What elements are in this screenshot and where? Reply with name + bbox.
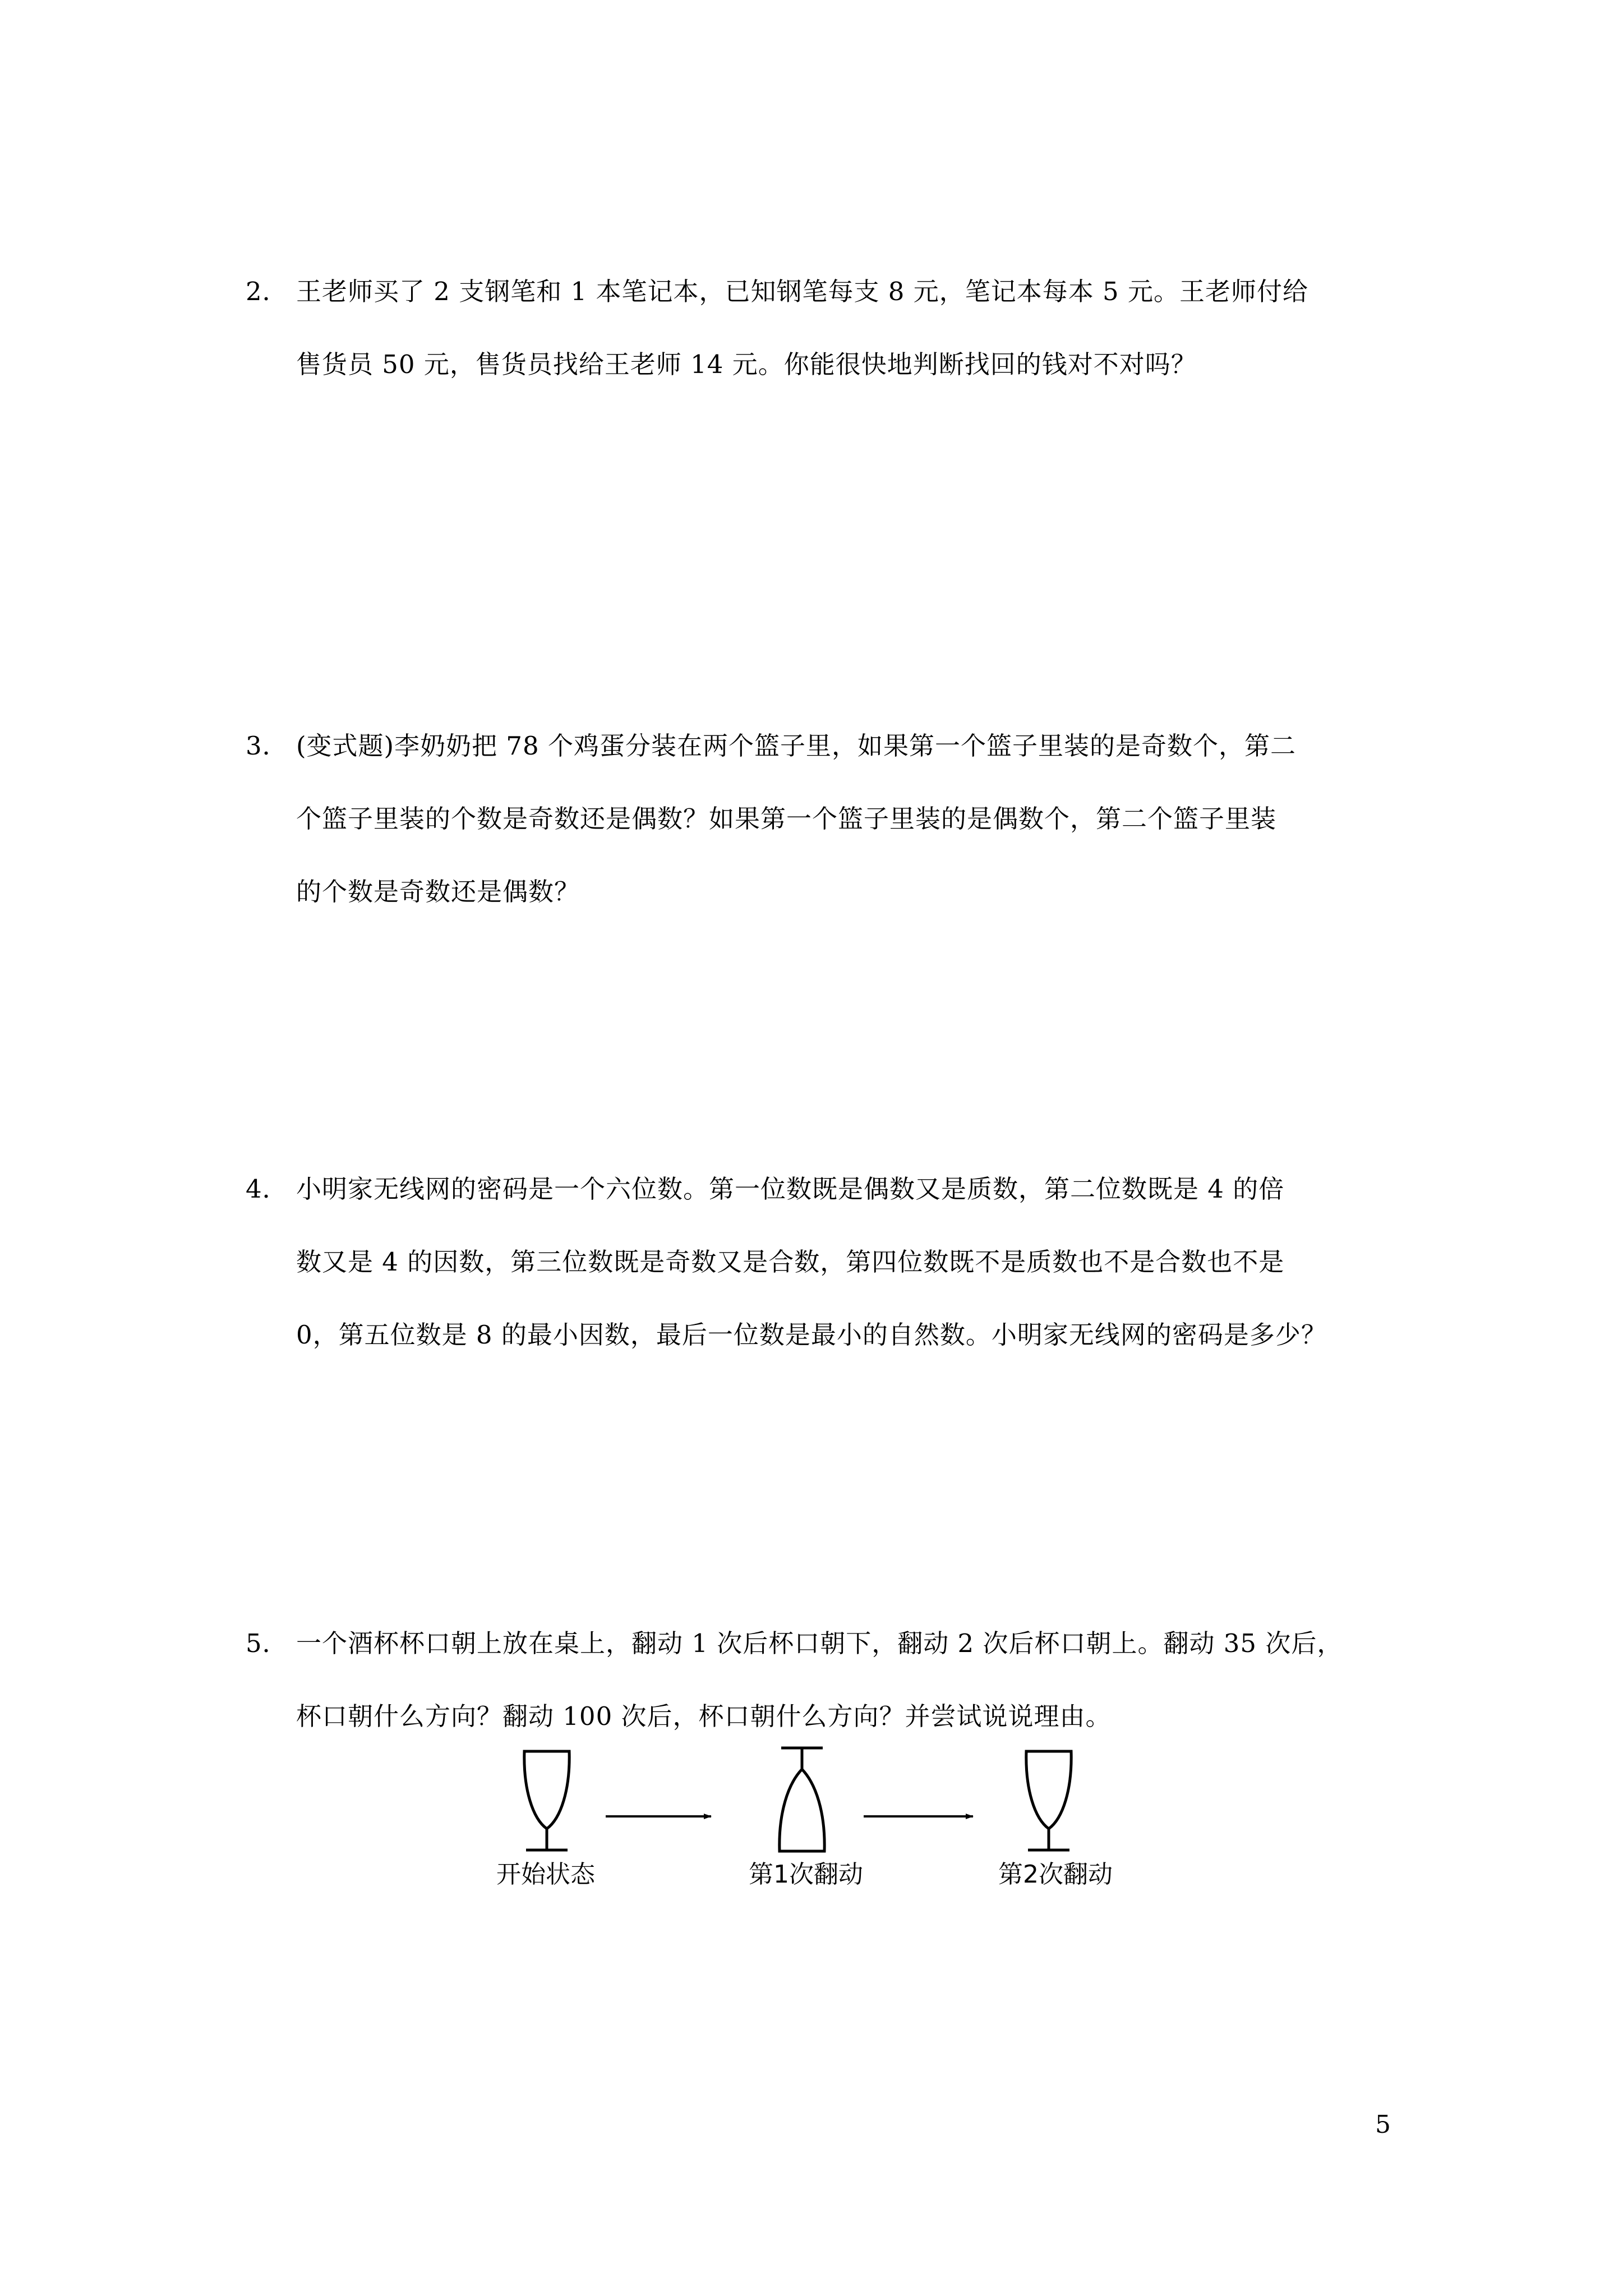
problem-text-line: 数又是 4 的因数，第三位数既是奇数又是合数，第四位数既不是质数也不是合数也不是 — [296, 1247, 1285, 1277]
upright-cup-icon — [524, 1751, 569, 1850]
problem-number: 4． — [246, 1174, 288, 1204]
upright-cup-icon — [1026, 1751, 1071, 1850]
inverted-cup-icon — [780, 1748, 824, 1851]
problem-text-line: 王老师买了 2 支钢笔和 1 本笔记本，已知钢笔每支 8 元，笔记本每本 5 元。王老师付给 — [296, 277, 1308, 306]
problem-text-line: (变式题)李奶奶把 78 个鸡蛋分装在两个篮子里，如果第一个篮子里装的是奇数个，第二 — [296, 731, 1296, 761]
problem-text-line: 的个数是奇数还是偶数？ — [296, 877, 580, 907]
problem-text-line: 0，第五位数是 8 的最小因数，最后一位数是最小的自然数。小明家无线网的密码是多少？ — [296, 1320, 1327, 1350]
page-number: 5 — [1375, 2110, 1391, 2139]
problem-number: 2． — [246, 277, 288, 306]
state-label-start: 开始状态 — [496, 1860, 595, 1889]
problem-number: 3． — [246, 731, 288, 761]
problem-text-line: 个篮子里装的个数是奇数还是偶数？如果第一个篮子里装的是偶数个，第二个篮子里装 — [296, 804, 1277, 834]
state-label-flip-1: 第1次翻动 — [749, 1860, 863, 1889]
cup-flip-figure — [494, 1745, 1144, 1902]
state-label-flip-2: 第2次翻动 — [998, 1860, 1113, 1889]
problem-text-line: 售货员 50 元，售货员找给王老师 14 元。你能很快地判断找回的钱对不对吗？ — [296, 349, 1197, 379]
problem-number: 5． — [246, 1628, 288, 1658]
problem-text-line: 小明家无线网的密码是一个六位数。第一位数既是偶数又是质数，第二位数既是 4 的倍 — [296, 1174, 1285, 1204]
cup-flip-diagram — [494, 1745, 1144, 1857]
problem-text-line: 一个酒杯杯口朝上放在桌上，翻动 1 次后杯口朝下，翻动 2 次后杯口朝上。翻动 35 次后， — [296, 1628, 1343, 1658]
problem-text-line: 杯口朝什么方向？翻动 100 次后，杯口朝什么方向？并尝试说说理由。 — [296, 1701, 1112, 1731]
